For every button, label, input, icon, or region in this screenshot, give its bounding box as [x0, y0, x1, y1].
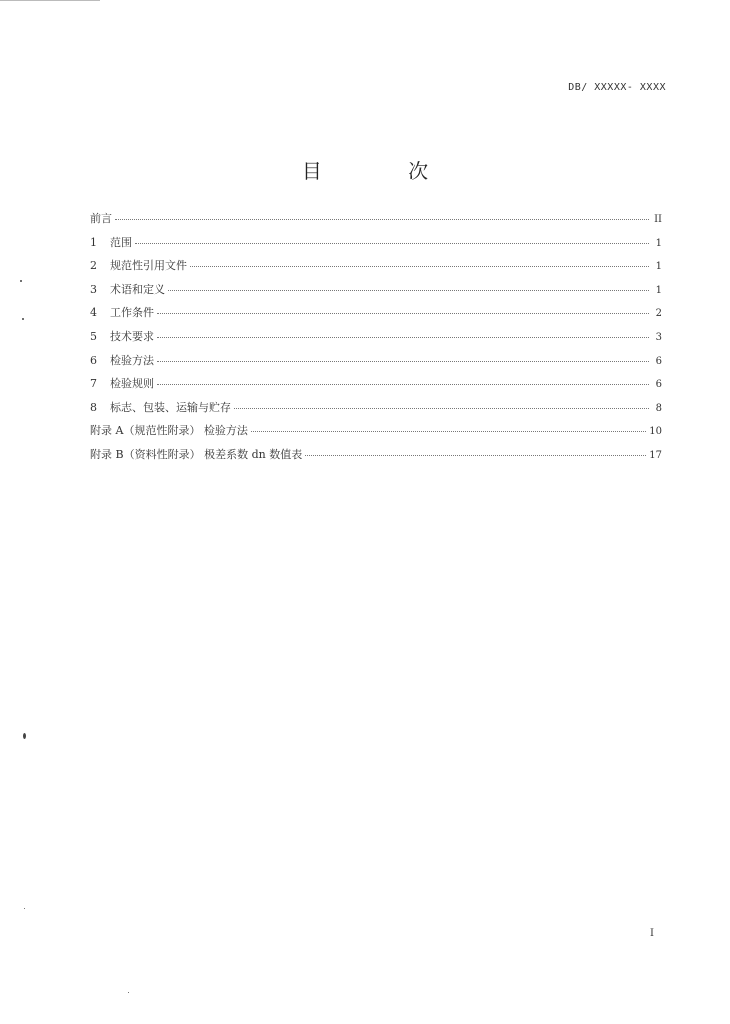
toc-entry-label: 规范性引用文件 [110, 259, 187, 273]
toc-entry-number: 8 [90, 400, 97, 414]
toc-entry-technical-requirements[interactable] [90, 328, 662, 352]
toc-entry-number: 2 [90, 259, 97, 273]
document-code: DB/ XXXXX- XXXX [568, 82, 666, 93]
toc-entry-page: 1 [655, 237, 662, 249]
scan-speck [22, 318, 24, 320]
dot-leader [157, 383, 649, 385]
toc-entry-label: 附录 A（规范性附录） 检验方法 [90, 424, 248, 438]
toc-entry-label: 标志、包装、运输与贮存 [110, 400, 231, 414]
toc-entry-label: 前言 [90, 212, 112, 225]
toc-entry-label: 工作条件 [110, 306, 154, 320]
toc-entry-page: 1 [655, 261, 662, 273]
toc-entry-page: 6 [655, 355, 662, 367]
dot-leader [157, 360, 649, 362]
toc-entry-normative-references[interactable] [90, 257, 662, 281]
toc-entry-label: 范围 [110, 235, 132, 249]
dot-leader [305, 454, 646, 456]
toc-entry-test-methods[interactable] [90, 352, 662, 376]
toc-entry-appendix-b[interactable] [90, 446, 662, 470]
toc-entry-working-conditions[interactable] [90, 304, 662, 328]
dot-leader [234, 407, 649, 409]
toc-entry-page: 10 [649, 426, 662, 438]
dot-leader [168, 289, 649, 291]
dot-leader [157, 336, 649, 338]
toc-entry-page: II [654, 214, 662, 225]
scan-speck [24, 908, 25, 909]
toc-entry-page: 3 [655, 331, 662, 343]
toc-entry-page: 6 [655, 379, 662, 391]
page-title: 目 次 [301, 159, 469, 183]
toc-entry-inspection-rules[interactable] [90, 375, 662, 399]
dot-leader [135, 242, 649, 244]
scan-speck [23, 733, 26, 739]
toc-entry-number: 4 [90, 306, 97, 320]
table-of-contents [90, 210, 662, 470]
scan-speck [128, 992, 129, 993]
toc-entry-label: 检验方法 [110, 353, 154, 367]
toc-entry-number: 1 [90, 235, 97, 249]
toc-entry-label: 术语和定义 [110, 282, 165, 296]
toc-entry-number: 5 [90, 329, 97, 343]
toc-entry-page: 1 [655, 284, 662, 296]
toc-entry-marking-packaging[interactable] [90, 399, 662, 423]
toc-entry-appendix-a[interactable] [90, 422, 662, 446]
page-number: I [650, 928, 654, 939]
toc-entry-number: 7 [90, 377, 97, 391]
toc-entry-label: 附录 B（资料性附录） 极差系数 dn 数值表 [90, 447, 303, 461]
toc-entry-scope[interactable] [90, 234, 662, 258]
dot-leader [115, 218, 649, 220]
toc-entry-terms[interactable] [90, 281, 662, 305]
toc-entry-page: 17 [649, 449, 662, 461]
toc-entry-foreword[interactable] [90, 210, 662, 234]
toc-entry-page: 2 [655, 308, 662, 320]
toc-entry-label: 技术要求 [110, 329, 154, 343]
toc-entry-label: 检验规则 [110, 377, 154, 391]
dot-leader [157, 312, 649, 314]
scan-edge-line [0, 0, 100, 1]
toc-entry-number: 3 [90, 282, 97, 296]
toc-entry-number: 6 [90, 353, 97, 367]
toc-entry-page: 8 [655, 402, 662, 414]
dot-leader [251, 430, 646, 432]
dot-leader [190, 265, 649, 267]
scan-speck [20, 280, 22, 282]
